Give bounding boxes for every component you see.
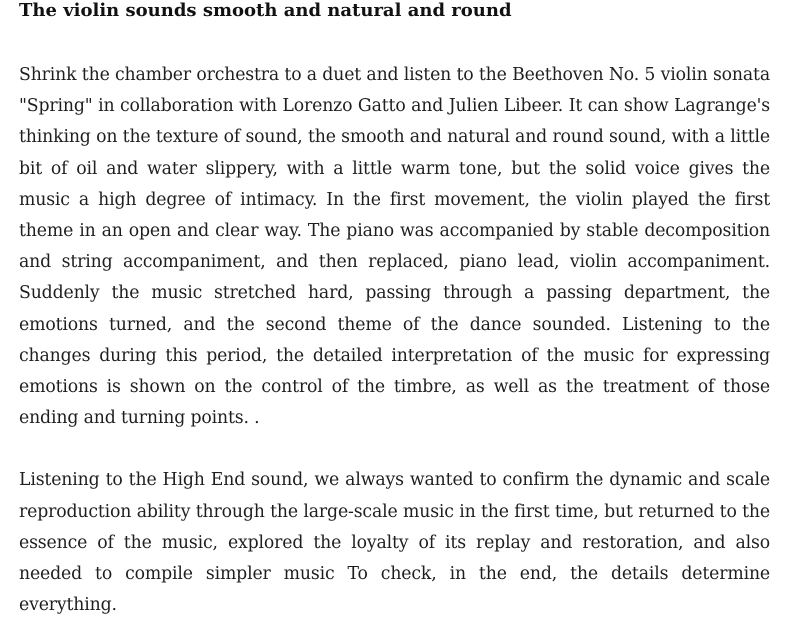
article: [19, 0, 770, 621]
article-title: The violin sounds smooth and natural and round: [19, 0, 512, 21]
article-paragraph-1: Shrink the chamber orchestra to a duet and listen to the Beethoven No. 5 violin sonata "Spring" in collaboration with Lorenzo Gatto and Julien Libeer. It can show Lagrange's thinking on the texture of sound, the smooth and natural and round sound, with a little bit of oil and water slippery, with a little warm tone, but the solid voice gives the music a high degree of intimacy. In the first movement, the violin played the first theme in an open and clear way. The piano was accompanied by stable decomposition and string accompaniment, and then replaced, piano lead, violin accompaniment. Suddenly the music stretched hard, passing through a passing department, the emotions turned, and the second theme of the dance sounded. Listening to the changes during this period, the detailed interpretation of the music for expressing emotions is shown on the control of the timbre, as well as the treatment of those ending and turning points. .: [19, 65, 770, 429]
article-paragraph-2: Listening to the High End sound, we always wanted to confirm the dynamic and scale reproduction ability through the large-scale music in the first time, but returned to the essence of the music, explored the loyalty of its replay and restoration, and also needed to compile simpler music To check, in the end, the details determine everything.: [19, 470, 770, 616]
